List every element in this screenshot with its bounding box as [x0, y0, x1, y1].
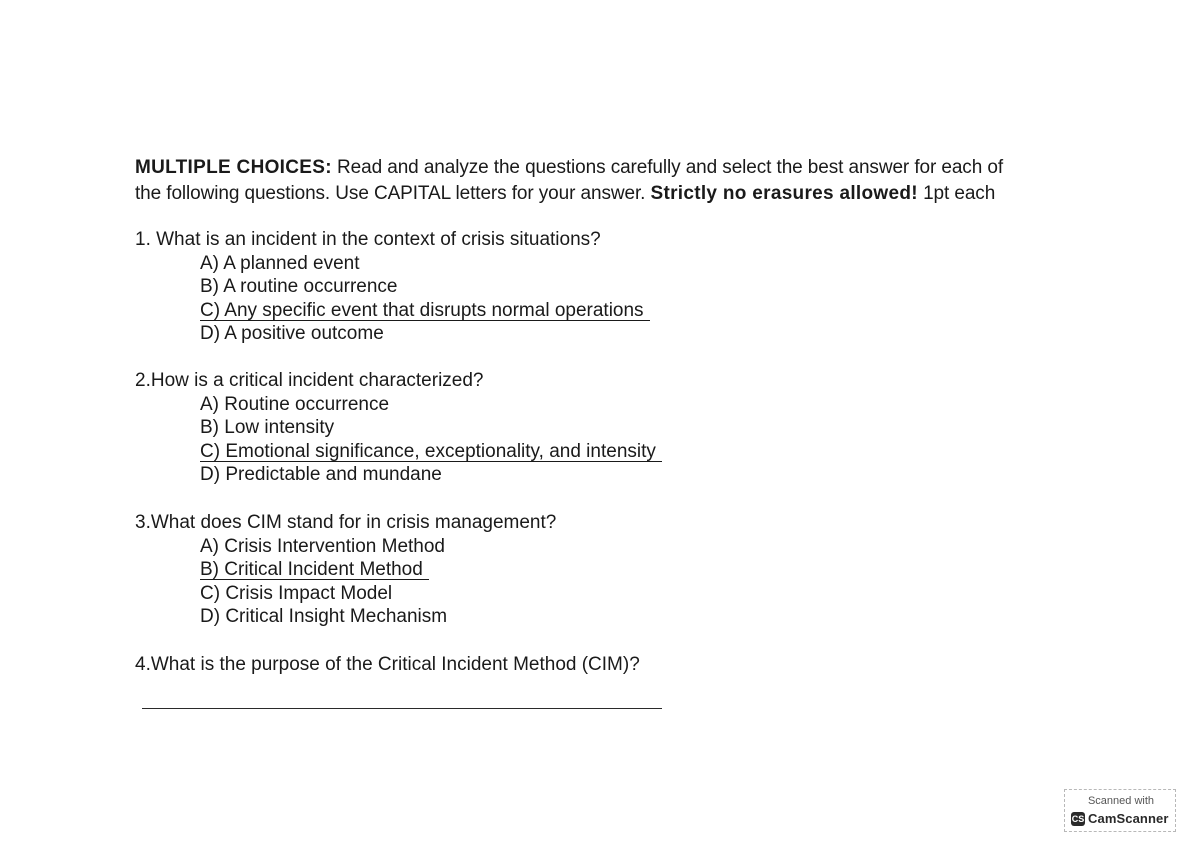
choice-c	[200, 582, 835, 606]
instructions-warning: Strictly no erasures allowed!	[650, 183, 918, 204]
choice-label: D) Critical Insight Mechanism	[200, 606, 448, 627]
choice-a	[200, 535, 835, 559]
watermark-scanned-with: Scanned with	[1087, 795, 1155, 807]
instructions-line1: Read and analyze the questions carefully and select the best answer for each of	[331, 157, 1003, 178]
choice-label: D) Predictable and mundane	[200, 464, 442, 485]
watermark-app-name: CamScanner	[1088, 811, 1169, 826]
choice-d	[200, 322, 835, 346]
choice-list	[135, 252, 835, 346]
choice-label: C) Any specific event that disrupts normal operations	[200, 301, 650, 321]
camscanner-watermark	[1064, 789, 1176, 832]
choice-label: A) Crisis Intervention Method	[200, 535, 445, 557]
choice-list	[135, 393, 835, 487]
choice-a	[200, 252, 835, 276]
choice-b	[200, 416, 835, 440]
choice-a	[200, 393, 835, 417]
question-4	[135, 653, 835, 677]
choice-label: A) A planned event	[200, 252, 360, 274]
choice-label: C) Emotional significance, exceptionality, and intensity	[200, 442, 662, 462]
question-text: 1. What is an incident in the context of crisis situations?	[135, 229, 601, 250]
choice-label: C) Crisis Impact Model	[200, 582, 393, 604]
instructions	[135, 155, 1080, 207]
question-1	[135, 228, 835, 346]
choice-d	[200, 605, 835, 629]
choice-b-selected	[200, 558, 835, 582]
camscanner-logo-icon: CS	[1071, 814, 1085, 824]
instructions-line2: the following questions. Use CAPITAL letters for your answer.	[135, 183, 651, 204]
choice-d	[200, 463, 835, 487]
choice-c-selected	[200, 299, 835, 323]
choice-b	[200, 275, 835, 299]
answer-line	[142, 708, 662, 709]
question-2	[135, 369, 835, 487]
choice-label: D) A positive outcome	[200, 323, 384, 344]
choice-label: B) A routine occurrence	[200, 276, 398, 297]
instructions-points: 1pt each	[917, 183, 996, 204]
choice-label: B) Low intensity	[200, 417, 335, 438]
choice-c-selected	[200, 440, 835, 464]
choice-list	[135, 535, 835, 629]
question-3	[135, 511, 835, 629]
instructions-heading: MULTIPLE CHOICES:	[135, 157, 332, 178]
choice-label: A) Routine occurrence	[200, 393, 390, 415]
question-text: 3.What does CIM stand for in crisis management?	[135, 512, 557, 533]
question-text: 2.How is a critical incident characterized?	[135, 370, 484, 391]
choice-label: B) Critical Incident Method	[200, 560, 429, 580]
question-text: 4.What is the purpose of the Critical Incident Method (CIM)?	[135, 654, 640, 675]
